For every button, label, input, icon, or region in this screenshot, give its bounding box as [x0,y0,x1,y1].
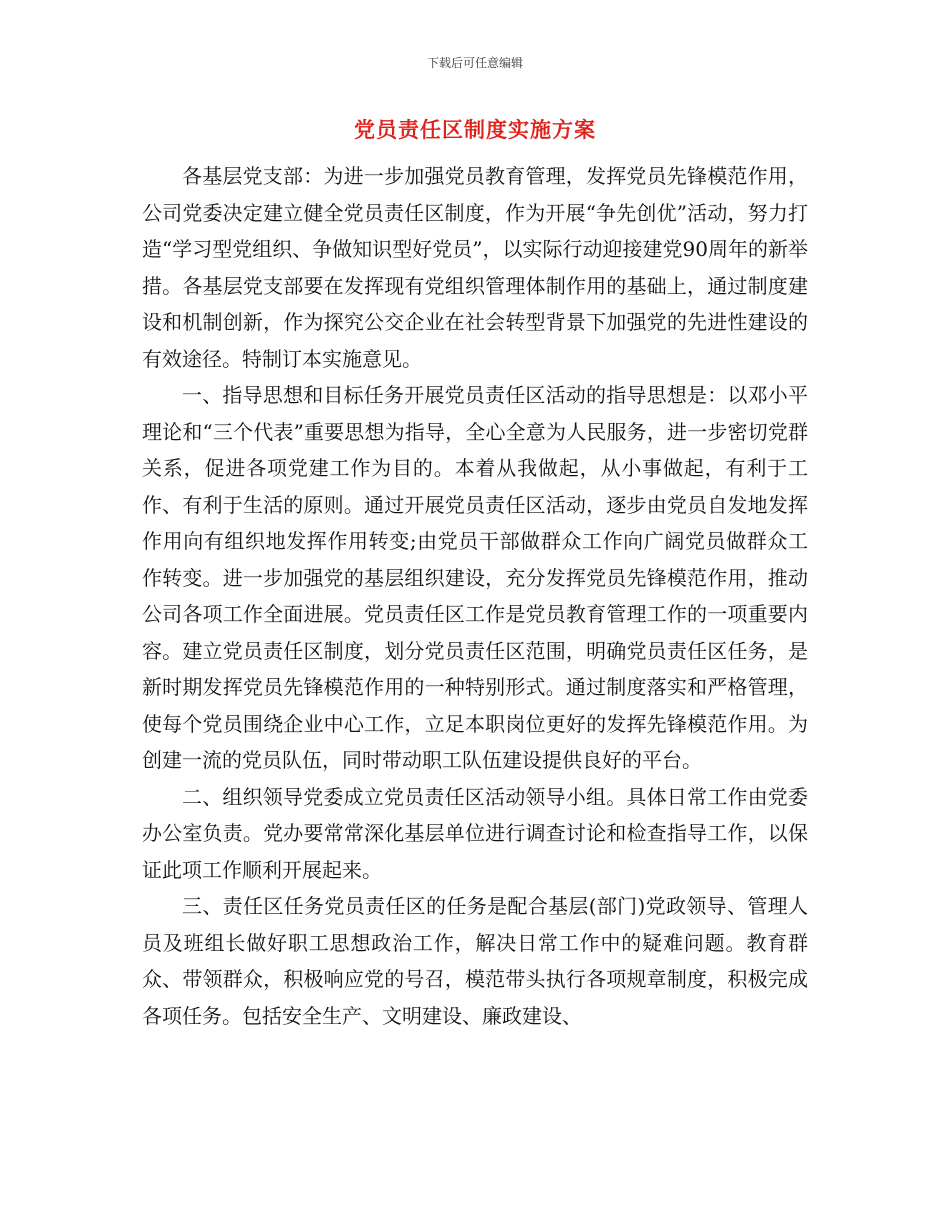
paragraph-section-3: 三、责任区任务党员责任区的任务是配合基层(部门)党政领导、管理人员及班组长做好职工思想政治工作，解决日常工作中的疑难问题。教育群众、带领群众，积极响应党的号召，模范带头执行各项规章制度，积极完成各项任务。包括安全生产、文明建设、廉政建设、 [142,894,808,1028]
paragraph-intro: 各基层党支部：为进一步加强党员教育管理，发挥党员先锋模范作用，公司党委决定建立健全党员责任区制度，作为开展“争先创优”活动，努力打造“学习型党组织、争做知识型好党员”，以实际行动迎接建党90周年的新举措。各基层党支部要在发挥现有党组织管理体制作用的基础上，通过制度建设和机制创新，作为探究公交企业在社会转型背景下加强党的先进性建设的有效途径。特制订本实施意见。 [142,164,808,371]
paragraph-section-1: 一、指导思想和目标任务开展党员责任区活动的指导思想是：以邓小平理论和“三个代表”重要思想为指导，全心全意为人民服务，进一步密切党群关系，促进各项党建工作为目的。本着从我做起，从小事做起，有利于工作、有利于生活的原则。通过开展党员责任区活动，逐步由党员自发地发挥作用向有组织地发挥作用转变;由党员干部做群众工作向广阔党员做群众工作转变。进一步加强党的基层组织建设，充分发挥党员先锋模范作用，推动公司各项工作全面进展。党员责任区工作是党员教育管理工作的一项重要内容。建立党员责任区制度，划分党员责任区范围，明确党员责任区任务，是新时期发挥党员先锋模范作用的一种特别形式。通过制度落实和严格管理，使每个党员围绕企业中心工作，立足本职岗位更好的发挥先锋模范作用。为创建一流的党员队伍，同时带动职工队伍建设提供良好的平台。 [142,383,808,772]
page-header-note: 下载后可任意编辑 [426,56,523,70]
document-body [142,158,808,1034]
paragraph-section-2: 二、组织领导党委成立党员责任区活动领导小组。具体日常工作由党委办公室负责。党办要常常深化基层单位进行调查讨论和检查指导工作，以保证此项工作顺利开展起来。 [142,784,808,882]
document-title: 党员责任区制度实施方案 [354,118,596,142]
